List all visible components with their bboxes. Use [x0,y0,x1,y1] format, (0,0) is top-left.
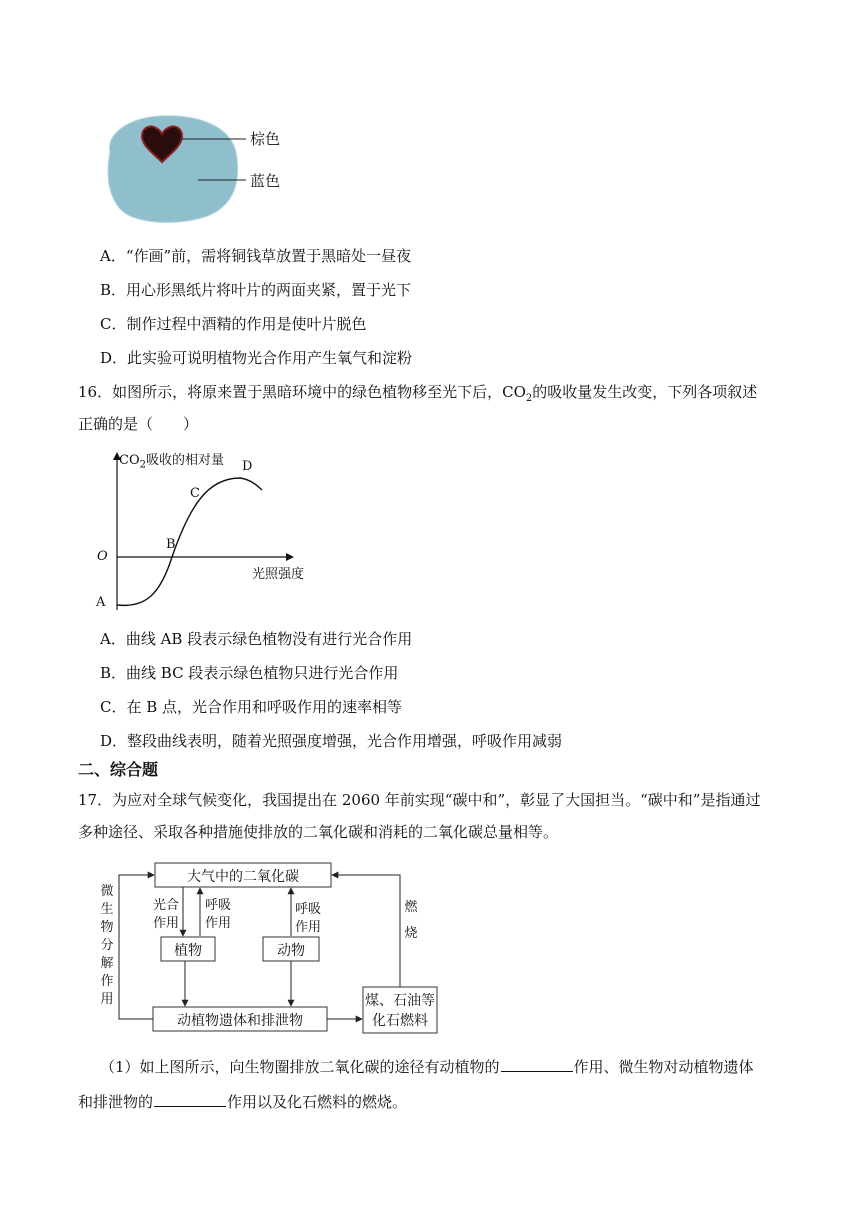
graph-point-c: C [190,486,200,501]
graph-origin: O [97,549,108,564]
answer-blank-1[interactable] [501,1057,573,1072]
microbe-char: 微 [100,884,114,899]
diagram-fossil-label-2: 化石燃料 [372,1013,428,1029]
section-title: 二、综合题 [78,760,159,779]
q15-option-a: A．“作画”前，需将铜钱草放置于黑暗处一昼夜 [100,247,412,265]
microbe-char: 用 [100,992,114,1007]
answer-blank-2[interactable] [154,1092,226,1107]
q16-stem-part2: 的吸收量发生改变，下列各项叙述 [532,383,758,401]
graph-point-d: D [242,459,253,474]
q15-option-b: B．用心形黑纸片将叶片的两面夹紧，置于光下 [100,281,412,299]
diagram-plant-resp-1: 呼吸 [205,898,232,913]
q15-option-d: D．此实验可说明植物光合作用产生氧气和淀粉 [100,349,413,367]
q17-sub1-line2-part2: 作用以及化石燃料的燃烧。 [227,1093,408,1111]
diagram-animal-resp-2: 作用 [295,920,322,935]
q16-stem-sub: 2 [525,393,533,404]
diagram-plant-resp-2: 作用 [205,916,232,931]
diagram-atmosphere-label: 大气中的二氧化碳 [187,869,299,885]
diagram-photosynthesis-2: 作用 [153,916,180,931]
arrow-burning [332,875,400,987]
graph-point-b: B [166,537,176,552]
arrow-microbe-decomposition [119,875,154,1019]
q16-stem-line2: 正确的是（ ） [78,415,199,433]
microbe-char: 分 [100,938,114,953]
q17-stem-line1: 17．为应对全球气候变化，我国提出在 2060 年前实现“碳中和”，彰显了大国担当。“碳中和”是指通过 [78,791,761,809]
burn-char: 燃 [404,900,418,915]
microbe-char: 生 [100,902,114,917]
diagram-animals-label: 动物 [277,943,305,959]
q16-stem-line1 [78,381,757,410]
q17-sub1-line2-part1: 和排泄物的 [78,1093,154,1111]
q16-option-d: D．整段曲线表明，随着光照强度增强，光合作用增强，呼吸作用减弱 [100,732,563,750]
diagram-remains-label: 动植物遗体和排泄物 [177,1013,303,1029]
microbe-char: 物 [100,920,114,935]
diagram-photosynthesis-1: 光合 [153,898,180,913]
graph-y-label-pre: CO [119,453,140,468]
microbe-char: 作 [100,974,114,989]
microbe-char: 解 [100,956,114,971]
graph-point-a: A [96,595,106,610]
q17-sub1-part2: 作用、微生物对动植物遗体 [573,1058,754,1076]
diagram-fossil-label-1: 煤、石油等 [365,993,435,1009]
q17-stem-line2: 多种途径、采取各种措施使排放的二氧化碳和消耗的二氧化碳总量相等。 [78,823,559,841]
diagram-plants-label: 植物 [174,943,202,959]
graph-x-label: 光照强度 [252,567,305,582]
q17-sub1-line2 [78,1091,407,1113]
diagram-animal-resp-1: 呼吸 [295,902,322,917]
burn-char: 烧 [404,926,418,941]
q17-sub1-line1 [100,1056,754,1078]
q16-graph [90,450,320,615]
q17-sub1-part1: （1）如上图所示，向生物圈排放二氧化碳的途径有动植物的 [100,1058,500,1076]
graph-y-label [119,449,224,471]
graph-y-label-sub: 2 [139,459,146,471]
diagram-burn-label [403,895,419,947]
label-brown: 棕色 [250,130,281,148]
label-blue: 蓝色 [250,172,281,190]
q15-option-c: C．制作过程中酒精的作用是使叶片脱色 [100,315,367,333]
x-axis-arrow [286,553,294,561]
q16-option-b: B．曲线 BC 段表示绿色植物只进行光合作用 [100,664,399,682]
q16-stem-part1: 16．如图所示，将原来置于黑暗环境中的绿色植物移至光下后，CO [78,383,526,401]
graph-y-label-post: 吸收的相对量 [145,453,224,468]
q16-option-c: C．在 B 点，光合作用和呼吸作用的速率相等 [100,698,403,716]
q16-option-a: A．曲线 AB 段表示绿色植物没有进行光合作用 [100,630,413,648]
diagram-microbe-label [99,883,115,1009]
